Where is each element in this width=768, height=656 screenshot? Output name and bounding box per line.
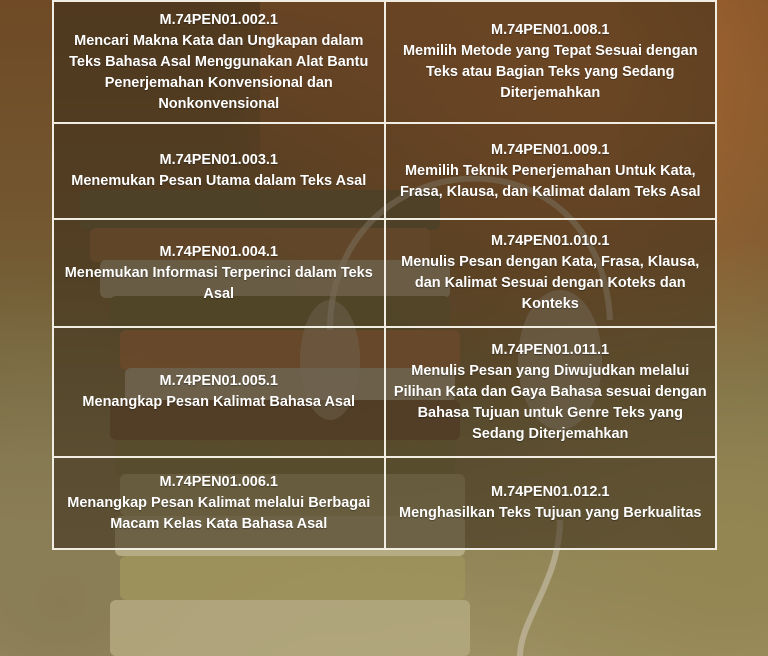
unit-description: Menangkap Pesan Kalimat Bahasa Asal bbox=[82, 394, 356, 410]
unit-description: Memilih Teknik Penerjemahan Untuk Kata, Frasa, Klausa, dan Kalimat dalam Teks Asal bbox=[399, 162, 701, 200]
unit-code: M.74PEN01.011.1 bbox=[491, 341, 610, 358]
table-cell-right bbox=[385, 123, 717, 219]
unit-description: Menulis Pesan yang Diwujudkan melalui Pilihan Kata dan Gaya Bahasa sesuai dengan Bahasa Tujuan untuk Genre Teks yang Sedang Diterjemahkan bbox=[393, 362, 707, 442]
unit-description: Menemukan Informasi Terperinci dalam Teks Asal bbox=[64, 264, 373, 302]
table-row bbox=[53, 457, 716, 549]
table-row bbox=[53, 219, 716, 327]
table-cell-right bbox=[385, 327, 717, 457]
unit-description: Mencari Makna Kata dan Ungkapan dalam Teks Bahasa Asal Menggunakan Alat Bantu Penerjemahan Konvensional dan Nonkonvensional bbox=[69, 32, 369, 112]
table-cell-right bbox=[385, 1, 717, 123]
unit-code: M.74PEN01.005.1 bbox=[159, 373, 278, 389]
table-cell-right bbox=[385, 457, 717, 549]
table-cell-left bbox=[53, 123, 385, 219]
table-cell-left bbox=[53, 457, 385, 549]
unit-code: M.74PEN01.004.1 bbox=[159, 243, 278, 260]
unit-code: M.74PEN01.006.1 bbox=[159, 473, 278, 490]
unit-code: M.74PEN01.002.1 bbox=[159, 11, 278, 28]
competency-table bbox=[52, 0, 717, 550]
table-cell-left bbox=[53, 327, 385, 457]
table-row bbox=[53, 123, 716, 219]
unit-description: Memilih Metode yang Tepat Sesuai dengan Teks atau Bagian Teks yang Sedang Diterjemahkan bbox=[402, 43, 698, 101]
unit-description: Menangkap Pesan Kalimat melalui Berbagai Macam Kelas Kata Bahasa Asal bbox=[67, 494, 371, 532]
table-cell-left bbox=[53, 219, 385, 327]
unit-description: Menulis Pesan dengan Kata, Frasa, Klausa, dan Kalimat Sesuai dengan Koteks dan Konteks bbox=[401, 254, 700, 312]
unit-code: M.74PEN01.010.1 bbox=[491, 233, 610, 249]
table-cell-right bbox=[385, 219, 717, 327]
table-row bbox=[53, 327, 716, 457]
table-row bbox=[53, 1, 716, 123]
unit-code: M.74PEN01.003.1 bbox=[159, 152, 278, 168]
unit-code: M.74PEN01.008.1 bbox=[491, 22, 610, 38]
unit-description: Menghasilkan Teks Tujuan yang Berkualitas bbox=[399, 505, 702, 521]
unit-code: M.74PEN01.009.1 bbox=[491, 141, 610, 158]
table-cell-left bbox=[53, 1, 385, 123]
unit-code: M.74PEN01.012.1 bbox=[491, 484, 610, 500]
unit-description: Menemukan Pesan Utama dalam Teks Asal bbox=[71, 173, 367, 189]
